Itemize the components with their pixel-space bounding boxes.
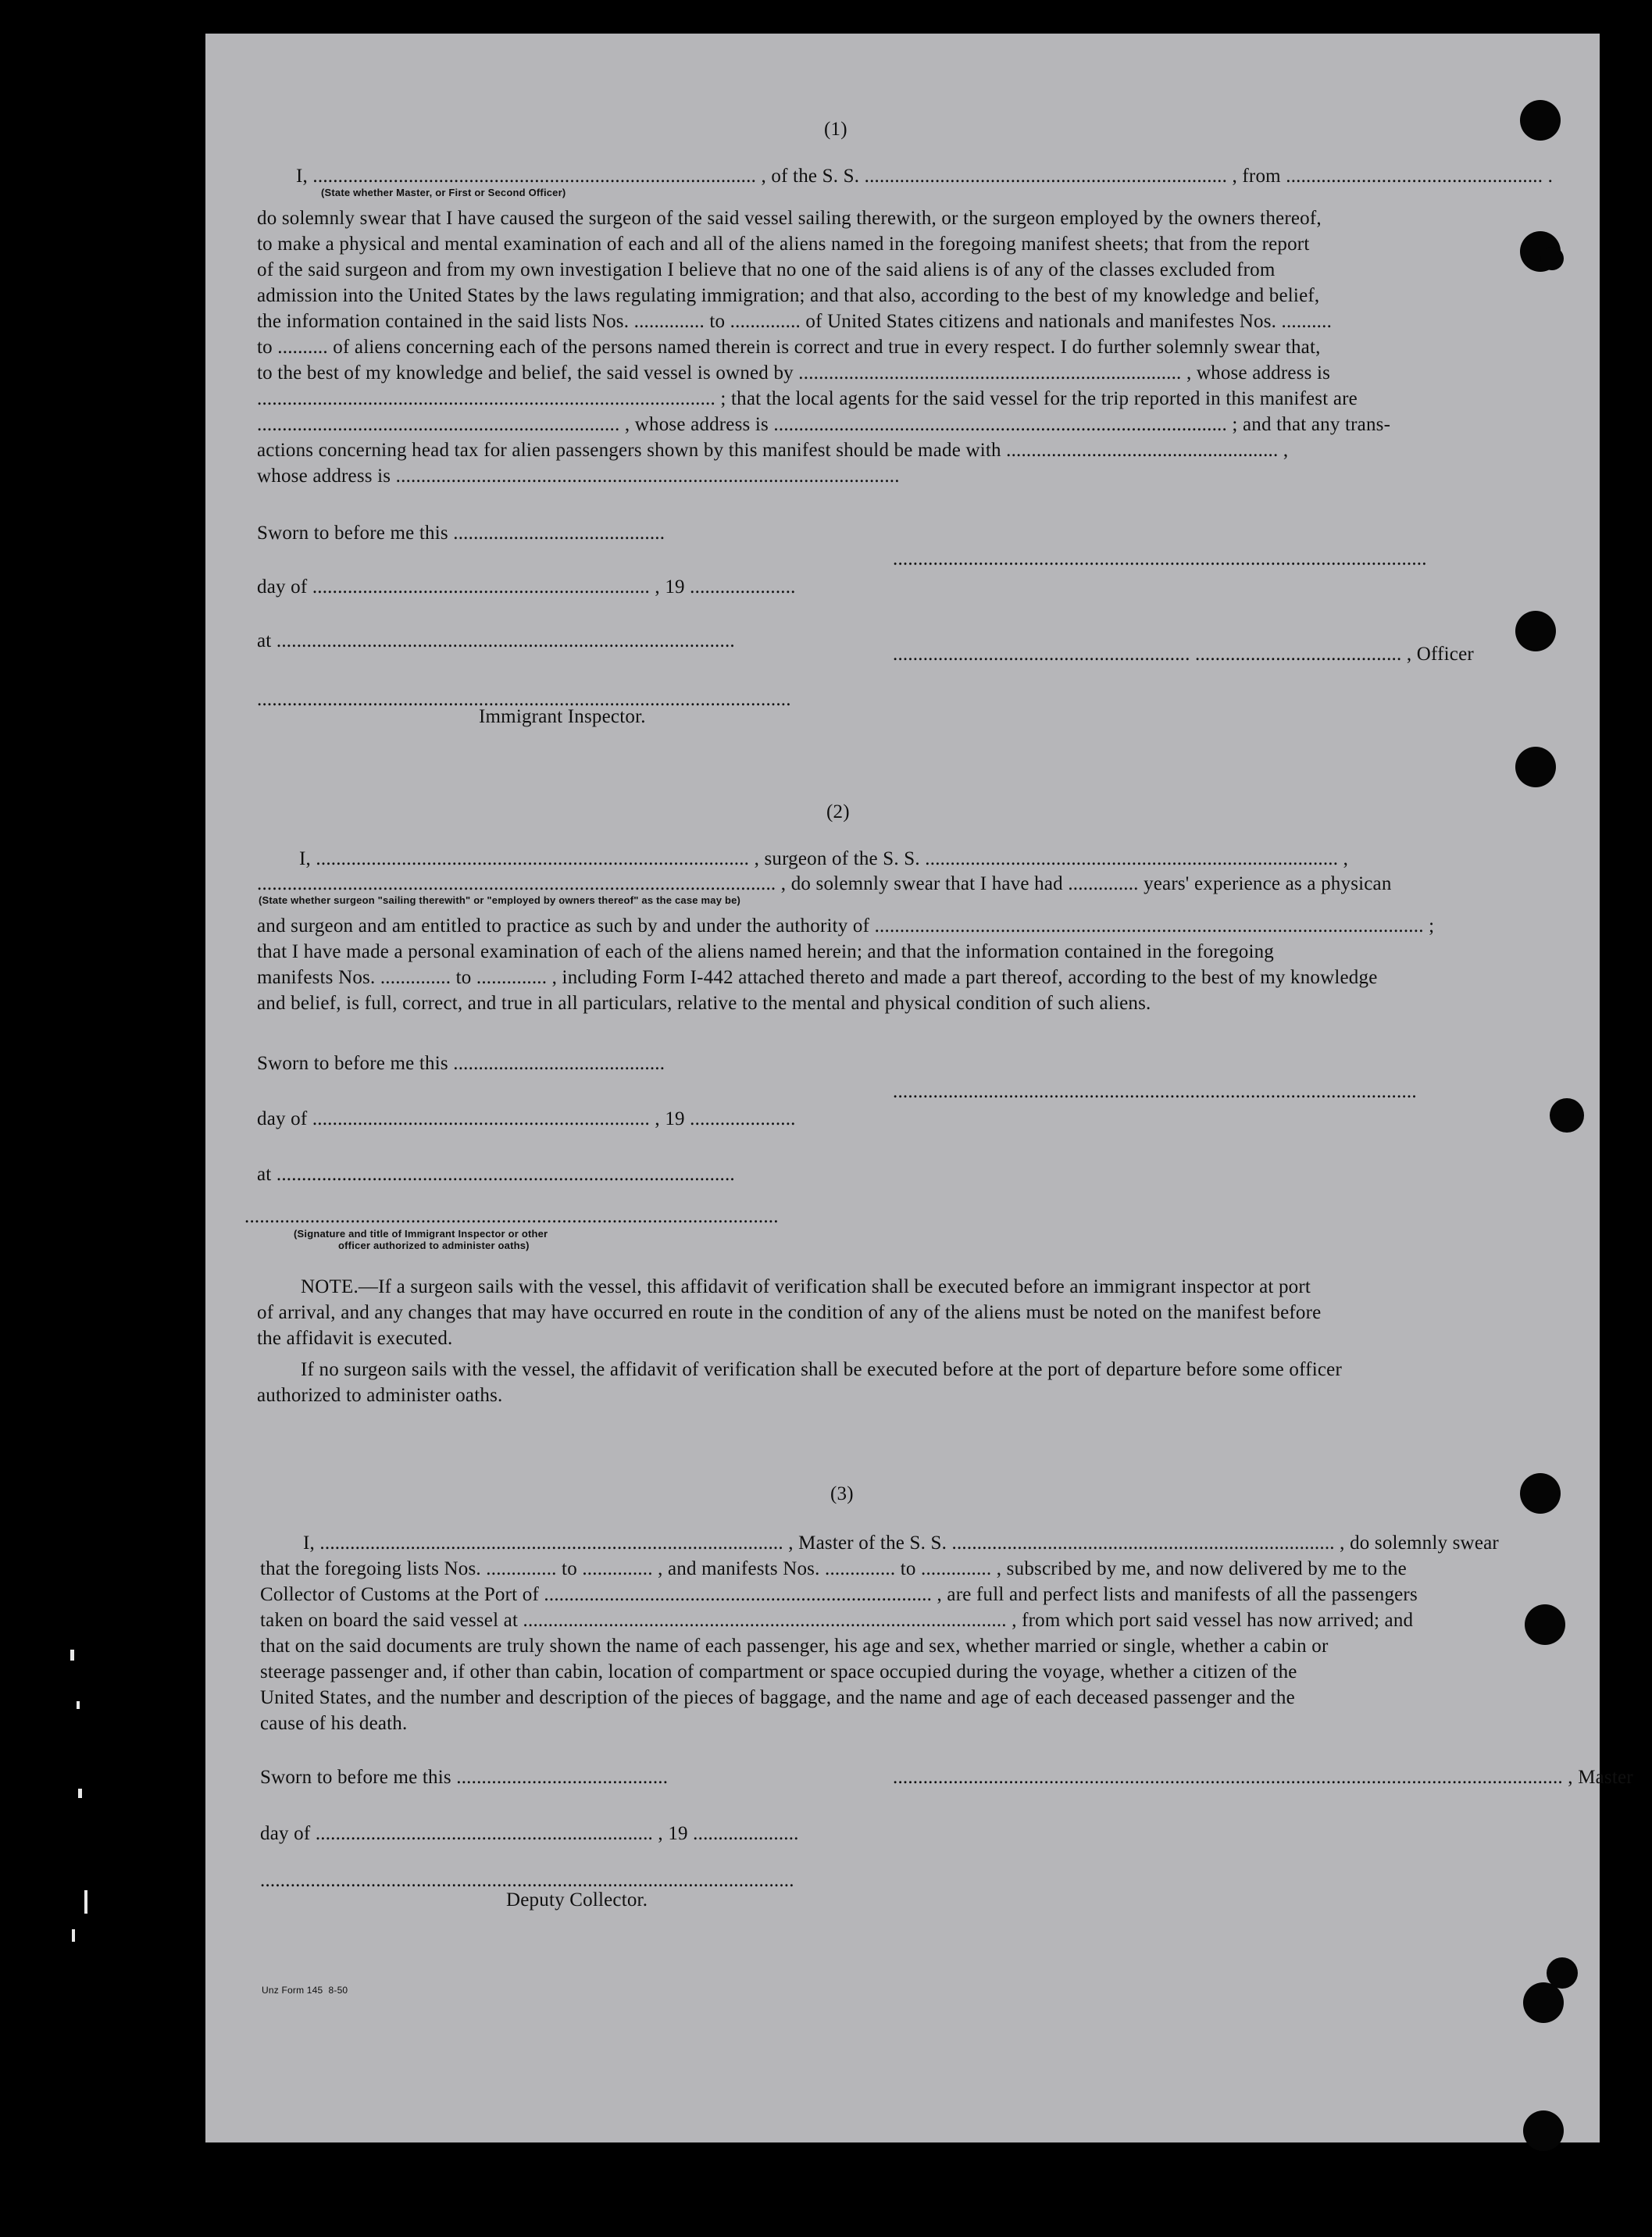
- edge-speck: [70, 1650, 74, 1661]
- section-2-line-4: that I have made a personal examination of each of the aliens named herein; and that the information contained in the foregoing: [257, 941, 1275, 962]
- edge-speck: [77, 1701, 80, 1709]
- section-3-line-3: Collector of Customs at the Port of ............................................................................. , are full and perfect lists and manifests of all the passengers: [260, 1584, 1418, 1605]
- section-3-line-8: cause of his death.: [260, 1713, 408, 1734]
- form-page: [205, 34, 1633, 2142]
- section-3-heading: (3): [830, 1483, 854, 1504]
- section-2-day: day of ................................................................... , 19 .....................: [257, 1108, 796, 1129]
- section-2-note-1: NOTE.—If a surgeon sails with the vessel, this affidavit of verification shall be executed before an immigrant inspector at port: [301, 1276, 1311, 1297]
- binder-hole: [1515, 747, 1556, 787]
- section-1-inspector: Immigrant Inspector.: [479, 706, 646, 727]
- edge-speck: [84, 1890, 87, 1914]
- binder-hole: [1550, 1098, 1584, 1133]
- section-1-line-12: whose address is ....................................................................................................: [257, 466, 900, 487]
- section-2-note: (State whether surgeon "sailing therewith" or "employed by owners thereof" as the case may be): [259, 894, 741, 906]
- form-number: Unz Form 145 8-50: [262, 1985, 348, 1996]
- section-1-signature-line-right: ..........................................................................................................: [893, 548, 1427, 569]
- section-3-line-5: that on the said documents are truly shown the name of each passenger, his age and sex, whether married or single, whether a cabin or: [260, 1636, 1329, 1657]
- section-2-note-2: of arrival, and any changes that may have occurred en route in the condition of any of the aliens must be noted on the manifest before: [257, 1302, 1322, 1323]
- section-3-line-7: United States, and the number and description of the pieces of baggage, and the name and age of each deceased passenger and the: [260, 1687, 1295, 1708]
- section-2-line-1: I, ...................................................................................... , surgeon of the S. S. .................................................................................. ,: [299, 848, 1349, 869]
- section-2-signature-note-2: officer authorized to administer oaths): [338, 1240, 530, 1251]
- binder-hole: [1540, 247, 1564, 270]
- binder-hole: [1520, 1473, 1561, 1514]
- binder-hole: [1520, 100, 1561, 141]
- section-1-note: (State whether Master, or First or Second Officer): [321, 187, 566, 198]
- section-3-line-1: I, ............................................................................................ , Master of the S. S. ............................................................................ , do solemnly swear: [303, 1532, 1499, 1554]
- section-1-at: at ...........................................................................................: [257, 630, 735, 651]
- section-1-line-3: to make a physical and mental examination of each and all of the aliens named in the foregoing manifest sheets; that from the report: [257, 234, 1310, 255]
- section-3-line-6: steerage passenger and, if other than cabin, location of compartment or space occupied during the voyage, whether a citizen of the: [260, 1661, 1297, 1682]
- section-3-signature-line: ..........................................................................................................: [260, 1870, 794, 1891]
- section-3-deputy: Deputy Collector.: [506, 1889, 648, 1911]
- section-2-line-6: and belief, is full, correct, and true in all particulars, relative to the mental and physical condition of such aliens.: [257, 993, 1151, 1014]
- section-3-line-4: taken on board the said vessel at ................................................................................................ , from which port said vessel has now arrived; and: [260, 1610, 1414, 1631]
- section-2-signature-note-1: (Signature and title of Immigrant Inspector or other: [294, 1228, 548, 1240]
- section-2-line-3: and surgeon and am entitled to practice as such by and under the authority of ............................................................................................................. ;: [257, 915, 1435, 937]
- binder-hole: [1523, 1982, 1564, 2023]
- section-1-line-6: the information contained in the said lists Nos. .............. to .............. of United States citizens and nationals and manifestes Nos. ..........: [257, 311, 1333, 332]
- section-2-note-5: authorized to administer oaths.: [257, 1385, 503, 1406]
- section-1-line-9: ........................................................................................... ; that the local agents for the said vessel for the trip reported in this manifest are: [257, 388, 1358, 409]
- section-1-officer: ........................................................... ......................................... , Officer: [893, 644, 1474, 665]
- binder-hole: [1525, 1604, 1565, 1645]
- section-2-signature-line-left: ..........................................................................................................: [244, 1206, 779, 1227]
- section-1-line-8: to the best of my knowledge and belief, the said vessel is owned by ............................................................................ , whose address is: [257, 362, 1331, 384]
- edge-speck: [78, 1789, 82, 1798]
- section-1-line-1: I, ........................................................................................ , of the S. S. ........................................................................ , from ................................................... .: [296, 166, 1554, 187]
- edge-speck: [72, 1929, 75, 1942]
- binder-hole: [1523, 2110, 1564, 2151]
- section-3-master: ..................................................................................................................................... , Master: [893, 1767, 1633, 1788]
- section-2-sworn: Sworn to before me this ..........................................: [257, 1053, 665, 1074]
- section-1-inspector-line: ..........................................................................................................: [257, 689, 791, 710]
- binder-hole: [1515, 611, 1556, 651]
- section-1-line-2: do solemnly swear that I have caused the surgeon of the said vessel sailing therewith, or the surgeon employed by the owners thereof,: [257, 208, 1322, 229]
- section-1-day: day of ................................................................... , 19 .....................: [257, 576, 796, 598]
- section-3-day: day of ................................................................... , 19 .....................: [260, 1823, 799, 1844]
- section-2-at: at ...........................................................................................: [257, 1164, 735, 1185]
- section-2-note-3: the affidavit is executed.: [257, 1328, 453, 1349]
- section-1-line-5: admission into the United States by the laws regulating immigration; and that also, according to the best of my knowledge and belief,: [257, 285, 1320, 306]
- section-3-line-2: that the foregoing lists Nos. .............. to .............. , and manifests Nos. .............. to .............. , subscribed by me, and now delivered by me to the: [260, 1558, 1407, 1579]
- section-1-line-7: to .......... of aliens concerning each of the persons named therein is correct and true in every respect. I do further solemnly swear that,: [257, 337, 1321, 358]
- section-1-line-10: ........................................................................ , whose address is .......................................................................................... ; and that any trans-: [257, 414, 1391, 435]
- section-2-line-2: ....................................................................................................... , do solemnly swear that I have had .............. years' experience as a physican: [257, 873, 1392, 894]
- section-2-note-4: If no surgeon sails with the vessel, the affidavit of verification shall be executed before at the port of departure before some officer: [301, 1359, 1342, 1380]
- section-3-sworn: Sworn to before me this ..........................................: [260, 1767, 669, 1788]
- section-1-line-4: of the said surgeon and from my own investigation I believe that no one of the said aliens is of any of the classes excluded from: [257, 259, 1276, 280]
- section-1-heading: (1): [824, 119, 847, 140]
- section-1-sworn: Sworn to before me this ..........................................: [257, 523, 665, 544]
- section-2-line-5: manifests Nos. .............. to .............. , including Form I-442 attached thereto and made a part thereof, according to the best of my knowledge: [257, 967, 1378, 988]
- section-2-heading: (2): [826, 801, 850, 822]
- section-2-signature-line-right: ........................................................................................................: [893, 1081, 1417, 1102]
- section-1-line-11: actions concerning head tax for alien passengers shown by this manifest should be made with ...................................................... ,: [257, 440, 1289, 461]
